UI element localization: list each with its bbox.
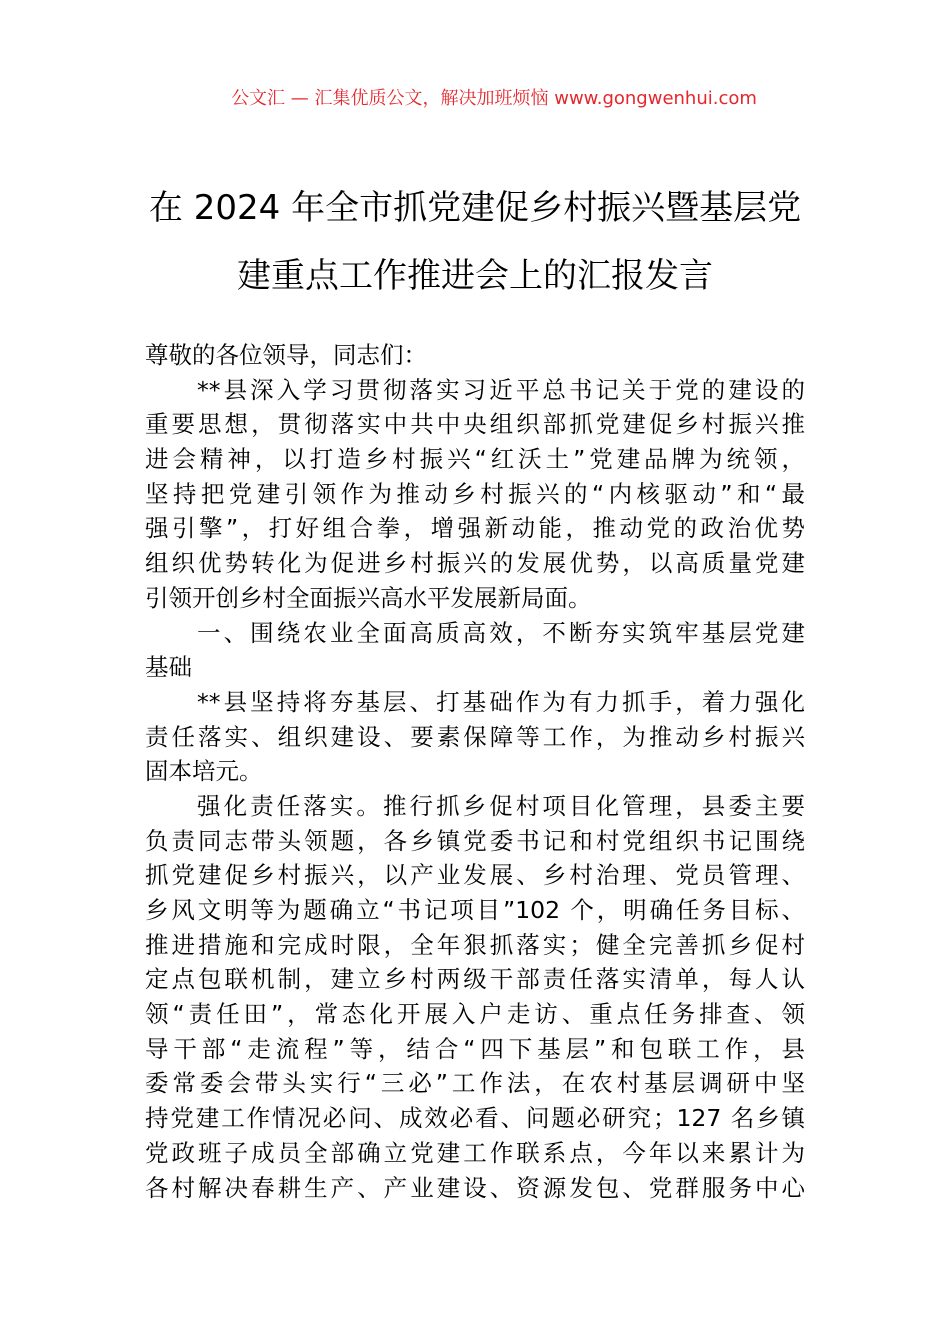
text-line: 党政班子成员全部确立党建工作联系点，今年以来累计为: [145, 1138, 805, 1167]
paragraph: [145, 789, 805, 1205]
watermark-header: 公文汇 — 汇集优质公文，解决加班烦恼 www.gongwenhui.com: [231, 88, 757, 109]
text-line: 一、围绕农业全面高质高效，不断夯实筑牢基层党建: [197, 618, 805, 647]
paragraph: [145, 616, 805, 685]
text-line: 固本培元。: [145, 757, 263, 786]
text-line: **县深入学习贯彻落实习近平总书记关于党的建设的: [197, 375, 805, 404]
text-line: 推进措施和完成时限，全年狠抓落实；健全完善抓乡促村: [145, 930, 805, 959]
paragraph: [145, 685, 805, 789]
text-line: 导干部“走流程”等，结合“四下基层”和包联工作，县: [145, 1034, 805, 1063]
text-line: 责任落实、组织建设、要素保障等工作，为推动乡村振兴: [145, 722, 805, 751]
document-body: [145, 338, 805, 1205]
document-title-line-2: 建重点工作推进会上的汇报发言: [237, 256, 713, 296]
document-title-line-1: 在 2024 年全市抓党建促乡村振兴暨基层党: [148, 188, 802, 228]
text-line: 抓党建促乡村振兴，以产业发展、乡村治理、党员管理、: [145, 861, 805, 890]
text-line: 乡风文明等为题确立“书记项目”102 个，明确任务目标、: [145, 896, 805, 924]
text-line: 持党建工作情况必问、成效必看、问题必研究；127 名乡镇: [145, 1104, 805, 1133]
text-line: 领“责任田”，常态化开展入户走访、重点任务排查、领: [145, 1000, 805, 1029]
text-line: 重要思想，贯彻落实中共中央组织部抓党建促乡村振兴推: [145, 410, 805, 439]
text-line: 定点包联机制，建立乡村两级干部责任落实清单，每人认: [145, 965, 805, 994]
text-line: 强引擎”，打好组合拳，增强新动能，推动党的政治优势: [145, 514, 805, 543]
text-line: 尊敬的各位领导，同志们：: [145, 341, 427, 369]
text-line: 组织优势转化为促进乡村振兴的发展优势，以高质量党建: [145, 549, 805, 578]
text-line: 强化责任落实。推行抓乡促村项目化管理，县委主要: [197, 791, 805, 820]
paragraph: [145, 373, 805, 616]
text-line: 进会精神，以打造乡村振兴“红沃土”党建品牌为统领，: [145, 445, 805, 474]
text-line: 委常委会带头实行“三必”工作法，在农村基层调研中坚: [145, 1069, 805, 1098]
text-line: 各村解决春耕生产、产业建设、资源发包、党群服务中心: [145, 1173, 805, 1202]
text-line: 基础: [145, 653, 192, 682]
text-line: 负责同志带头领题，各乡镇党委书记和村党组织书记围绕: [145, 826, 805, 855]
salutation: [145, 338, 805, 373]
text-line: 引领开创乡村全面振兴高水平发展新局面。: [145, 583, 592, 612]
text-line: **县坚持将夯基层、打基础作为有力抓手，着力强化: [197, 687, 805, 716]
text-line: 坚持把党建引领作为推动乡村振兴的“内核驱动”和“最: [145, 479, 805, 508]
